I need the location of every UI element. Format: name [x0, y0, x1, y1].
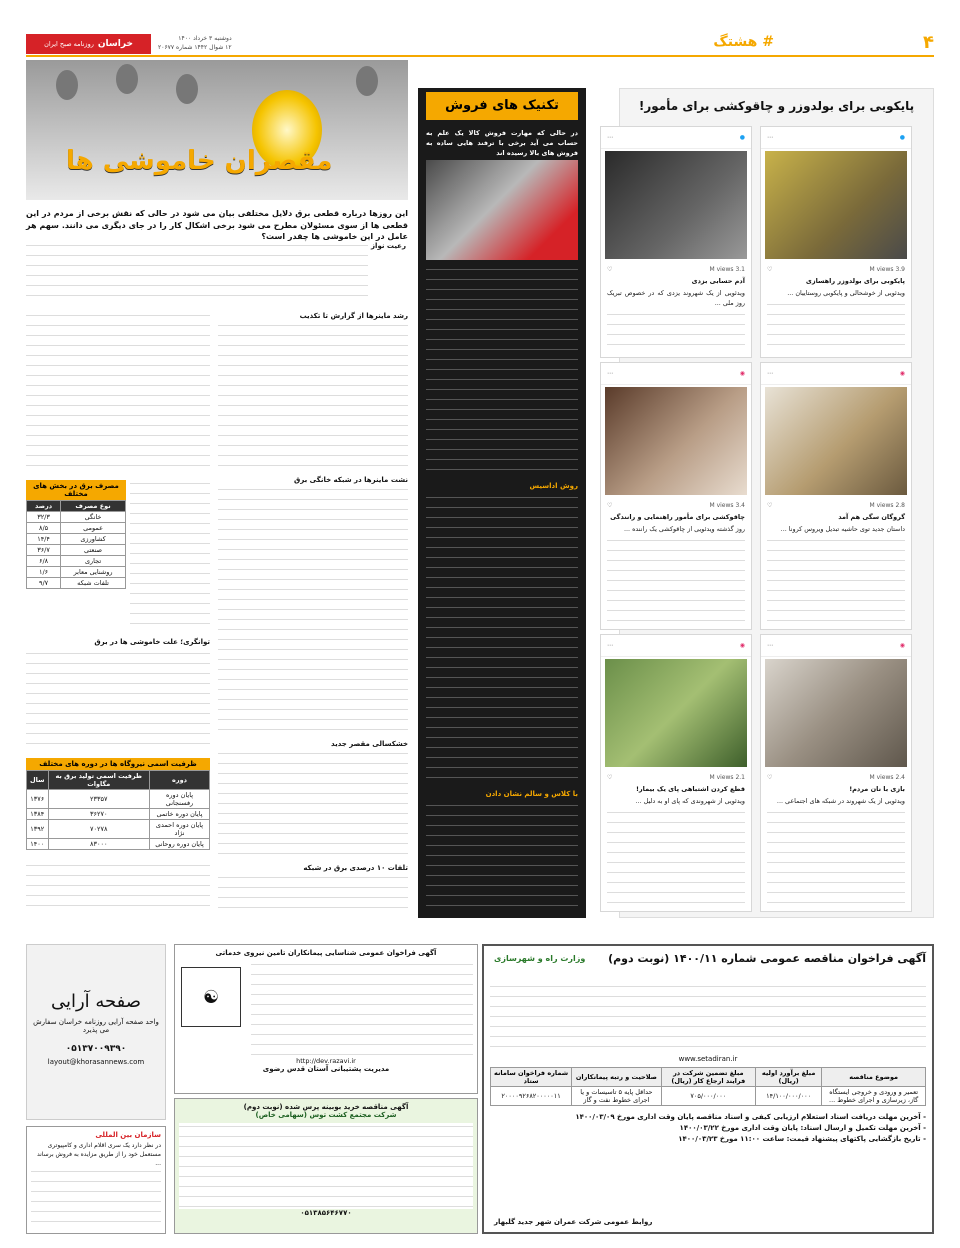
post-card-3[interactable] [600, 362, 752, 630]
consumption-row-cell: ۶/۸ [27, 556, 61, 567]
post-caption: پایکوبی برای بولدوزر راهسازی [805, 277, 905, 285]
post-text: ویدئویی از یک شهروند یزدی که در خصوص تبریک روز ملی ... [607, 289, 745, 353]
page-header [26, 30, 934, 56]
header-rule [26, 55, 934, 57]
heart-icon[interactable]: ♡ [767, 773, 773, 781]
instagram-icon: ◉ [739, 370, 745, 377]
post-card-4[interactable] [760, 362, 912, 630]
post-card-2[interactable] [760, 126, 912, 358]
layout-ad-text: واحد صفحه آرایی روزنامه خراسان سفارش می پذیرد [33, 1018, 159, 1034]
feature-hero [26, 60, 408, 200]
feature-byline: رعیت نواز [371, 242, 406, 250]
consumption-table [26, 480, 126, 589]
post-text: ویدئویی از شهروندی که پای او به دلیل ... [607, 797, 745, 907]
consumption-row-cell: ۸/۵ [27, 523, 61, 534]
sales-section [418, 88, 586, 918]
consumption-row-cell: تلفات شبکه [61, 578, 126, 589]
feature-body-1 [218, 322, 408, 472]
twitter-icon: ● [899, 134, 905, 141]
paper-name: روزنامه صبح ایران [44, 40, 94, 48]
capacity-header: ظرفیت اسمی تولید برق به مگاوات [48, 771, 150, 790]
heart-icon[interactable]: ♡ [767, 501, 773, 509]
consumption-header: نوع مصرف [61, 501, 126, 512]
astan-logo: ☯ [181, 967, 241, 1027]
tender-date-line: - آخرین مهلت دریافت اسناد استعلام ارزیابی کیفی و اسناد مناقصه پایان وقت اداری مورخ ۱۴۰۰/۰۳/۰۹ [575, 1113, 926, 1121]
post-card-6[interactable] [760, 634, 912, 912]
consumption-row-cell: خانگی [61, 512, 126, 523]
logo-box [26, 34, 151, 54]
consumption-row-cell: صنعتی [61, 545, 126, 556]
feature-lead: این روزها درباره قطعی برق دلایل مختلفی بیان می شود در حالی که نقش برخی از مردم در این قطعی ها از سوی مسئولان مطرح می شود برخی اشکال کار را در جای دیگری می دانند. سهم هر عامل در این خاموشی ها چقدر است؟ [26, 209, 408, 242]
section-label: # هشتگ [713, 34, 774, 50]
tender-header: موضوع مناقصه [822, 1068, 926, 1087]
tender-ministry: وزارت راه و شهرسازی [494, 954, 586, 963]
heart-icon[interactable]: ♡ [607, 773, 613, 781]
toos-company: شرکت مجتمع کشت توس (سهامی خاص) [255, 1111, 397, 1119]
capacity-row-cell: ۱۳۷۶ [27, 790, 49, 809]
heart-icon[interactable]: ♡ [607, 501, 613, 509]
lost-title: سازمان بین المللی [95, 1131, 161, 1139]
tender-header: مبلغ تضمین شرکت در فرایند ارجاع کار (ریال) [661, 1068, 755, 1087]
feature-body-2 [218, 486, 408, 736]
menu-dots-icon: ⋯ [767, 134, 773, 141]
post-image [605, 151, 747, 259]
feature-sub-1: رشد ماینرها از گزارش تا تکذیب [299, 312, 408, 320]
capacity-row-cell: پایان دوره روحانی [150, 839, 210, 850]
capacity-header: دوره [150, 771, 210, 790]
lost-ad [26, 1126, 166, 1234]
heart-icon[interactable]: ♡ [607, 265, 613, 273]
tender-header: شماره فراخوان سامانه ستاد [491, 1068, 572, 1087]
feature-col-right [218, 312, 408, 920]
consumption-row-cell: ۳۲/۳ [27, 512, 61, 523]
sales-sub-2: با کلاس و سالم نشان دادن [485, 790, 578, 798]
astan-footer: مدیریت پشتیبانی آستان قدس رضوی [262, 1065, 390, 1073]
capacity-row-cell: ۳۶۲۷۰ [48, 809, 150, 820]
feature-sub-2: نشت ماینرها در شبکه خانگی برق [293, 476, 408, 484]
post-views: 3.1 M views [709, 265, 745, 273]
post-caption: چاقوکشی برای مأمور راهنمایی و رانندگی [610, 513, 745, 521]
post-image [765, 151, 907, 259]
tender-header: صلاحیت و رتبه پیمانکاران [572, 1068, 661, 1087]
feature-body-side [130, 480, 210, 630]
toos-title: آگهی مناقصه خرید بوبینه پرس شده (نوبت دوم) [243, 1103, 409, 1111]
tender-cell: تعمیر و ورودی و خروجی ایستگاه گاز، زیرسازی و اجرای خطوط ... [822, 1087, 926, 1106]
lost-text: در نظر دارد یک سری اقلام اداری و کامپیوتری مستعمل خود را از طریق مزایده به فروش برساند ... [36, 1142, 161, 1167]
layout-ad-title: صفحه آرایی [50, 991, 142, 1012]
menu-dots-icon: ⋯ [607, 642, 613, 649]
capacity-table-title: ظرفیت اسمی نیروگاه ها در دوره های مختلف [26, 758, 210, 770]
post-card-1[interactable] [600, 126, 752, 358]
consumption-row-cell: تجاری [61, 556, 126, 567]
consumption-row-cell: ۳۶/۷ [27, 545, 61, 556]
toos-ad [174, 1098, 478, 1234]
capacity-row [27, 839, 210, 850]
consumption-row [27, 534, 126, 545]
consumption-row-cell: ۹/۷ [27, 578, 61, 589]
tender-ad [482, 944, 934, 1234]
consumption-row-cell: کشاورزی [61, 534, 126, 545]
instagram-icon: ◉ [899, 642, 905, 649]
astan-ad [174, 944, 478, 1094]
tender-footer: روابط عمومی شرکت عمران شهر جدید گلبهار [494, 1218, 653, 1226]
post-views: 3.9 M views [869, 265, 905, 273]
capacity-header: سال [27, 771, 49, 790]
sales-sub-1: روش اداسیس [529, 482, 578, 490]
astan-title: آگهی فراخوان عمومی شناسایی پیمانکاران تامین نیروی خدماتی [215, 949, 437, 957]
consumption-table-title: مصرف برق در بخش های مختلف [26, 480, 126, 500]
post-caption: گروگان سگی هم آمد [838, 513, 905, 521]
post-image [765, 387, 907, 495]
page-number: ۴ [923, 32, 934, 53]
social-title: پایکوبی برای بولدوزر و چاقوکشی برای مأمور! [638, 99, 915, 113]
post-text: ویدئویی از یک شهروند در شبکه های اجتماعی ... [767, 797, 905, 907]
menu-dots-icon: ⋯ [767, 642, 773, 649]
tender-table [490, 1067, 926, 1106]
logo-text: خراسان [97, 39, 133, 49]
toos-phone: ۰۵۱۳۸۵۶۴۶۷۷۰ [300, 1209, 352, 1217]
post-text: روز گذشته ویدئویی از چاقوکشی یک راننده ... [607, 525, 745, 625]
astan-site[interactable]: http://dev.razavi.ir [296, 1057, 356, 1065]
tender-date-line: - تاریخ بازگشایی پاکتهای پیشنهاد قیمت: ساعت ۱۱:۰۰ مورخ ۱۴۰۰/۰۳/۲۳ [678, 1135, 926, 1144]
date-line-1: دوشنبه ۳ خرداد ۱۴۰۰ [178, 35, 232, 42]
capacity-row-cell: ۷۰۲۷۸ [48, 820, 150, 839]
consumption-row-cell: عمومی [61, 523, 126, 534]
tender-cell: ۷۰۵/۰۰۰/۰۰۰ [661, 1087, 755, 1106]
feature-body-left [26, 312, 210, 472]
tender-dates [490, 1112, 926, 1146]
post-card-5[interactable] [600, 634, 752, 912]
bulb-icon [56, 70, 78, 100]
consumption-row-cell: ۱/۶ [27, 567, 61, 578]
feature-col-left [26, 312, 210, 920]
bulb-icon [176, 74, 198, 104]
feature-body-3 [26, 650, 210, 750]
sales-image [426, 160, 578, 260]
capacity-row-cell: ۱۳۹۲ [27, 820, 49, 839]
consumption-row [27, 556, 126, 567]
menu-dots-icon: ⋯ [767, 370, 773, 377]
tender-website[interactable]: www.setadiran.ir [678, 1055, 738, 1063]
post-image [765, 659, 907, 767]
consumption-row [27, 512, 126, 523]
sales-body-3 [426, 802, 578, 912]
twitter-icon: ● [739, 134, 745, 141]
feature-sub-3: توانگری؛ علت خاموشی ها در برق [94, 638, 210, 646]
consumption-row [27, 578, 126, 589]
capacity-row [27, 809, 210, 820]
tender-header: مبلغ برآورد اولیه (ریال) [755, 1068, 821, 1087]
sales-body-1 [426, 266, 578, 476]
lost-body [31, 1168, 161, 1224]
capacity-row-cell: ۸۳۰۰۰ [48, 839, 150, 850]
heart-icon[interactable]: ♡ [767, 265, 773, 273]
tender-cell: ۲۰۰۰۰۹۲۶۸۲۰۰۰۰۰۱۱ [491, 1087, 572, 1106]
post-views: 2.4 M views [869, 773, 905, 781]
capacity-row [27, 820, 210, 839]
consumption-row [27, 567, 126, 578]
date-line [158, 34, 232, 52]
consumption-row-cell: روشنایی معابر [61, 567, 126, 578]
layout-ad-phone: ۰۵۱۳۷۰۰۹۳۹۰ [65, 1044, 127, 1054]
tender-title: آگهی فراخوان مناقصه عمومی شماره ۱۴۰۰/۱۱ (نوبت دوم) [608, 952, 926, 965]
menu-dots-icon: ⋯ [607, 370, 613, 377]
sales-title: تکنیک های فروش [426, 92, 578, 120]
sales-body-2 [426, 494, 578, 784]
bulb-icon [116, 64, 138, 94]
layout-ad-email[interactable]: layout@khorasannews.com [47, 1058, 145, 1066]
feature-body-5 [218, 874, 408, 914]
capacity-table [26, 758, 210, 850]
tender-cell: حداقل پایه ۵ تاسیسات و یا اجرای خطوط نفت و گاز [572, 1087, 661, 1106]
toos-body [179, 1123, 473, 1209]
feature-sub-5: تلفات ۱۰ درصدی برق در شبکه [303, 864, 408, 872]
capacity-row-cell: ۱۴۰۰ [27, 839, 49, 850]
astan-body [251, 961, 473, 1057]
consumption-row [27, 545, 126, 556]
post-views: 2.8 M views [869, 501, 905, 509]
capacity-row-cell: پایان دوره رفسنجانی [150, 790, 210, 809]
post-caption: بازی با نان مردم! [849, 785, 905, 793]
post-views: 2.1 M views [709, 773, 745, 781]
post-image [605, 387, 747, 495]
post-text: داستان جدید توی حاشیه تبدیل ویروس کرونا ... [767, 525, 905, 625]
tender-body [490, 983, 926, 1053]
feature-sub-4: خشکسالی مقصر جدید [331, 740, 408, 748]
capacity-row [27, 790, 210, 809]
bulb-icon [356, 66, 378, 96]
tender-date-line: - آخرین مهلت تکمیل و ارسال اسناد: پایان وقت اداری مورخ ۱۴۰۰/۰۳/۲۲ [679, 1124, 926, 1133]
menu-dots-icon: ⋯ [607, 134, 613, 141]
feature-body-4 [218, 750, 408, 860]
feature-intro-body [26, 242, 368, 302]
post-text: ویدئویی از خوشحالی و پایکوبی روستاییان ... [767, 289, 905, 353]
date-line-2: ۱۲ شوال ۱۴۴۲ شماره ۲۰۶۷۷ [158, 44, 232, 51]
post-views: 3.4 M views [709, 501, 745, 509]
capacity-row-cell: ۱۳۸۴ [27, 809, 49, 820]
sales-intro: در حالی که مهارت فروش کالا یک علم به حساب می آید برخی با ترفند هایی ساده به فروش های بالا رسیده اند [426, 129, 578, 158]
post-caption: آدم حسابی بزدی [691, 277, 745, 285]
layout-ad [26, 944, 166, 1120]
consumption-header: درصد [27, 501, 61, 512]
capacity-row-cell: پایان دوره احمدی نژاد [150, 820, 210, 839]
feature-title: مقصران خاموشی ها [66, 146, 333, 176]
consumption-row [27, 523, 126, 534]
capacity-row-cell: ۲۳۳۵۷ [48, 790, 150, 809]
instagram-icon: ◉ [739, 642, 745, 649]
post-caption: قطع کردن اشتباهی پای یک بیمار! [635, 785, 745, 793]
consumption-row-cell: ۱۴/۴ [27, 534, 61, 545]
capacity-row-cell: پایان دوره خاتمی [150, 809, 210, 820]
instagram-icon: ◉ [899, 370, 905, 377]
feature-body-end [26, 862, 210, 912]
post-image [605, 659, 747, 767]
tender-cell: ۱۴/۱۰۰/۰۰۰/۰۰۰ [755, 1087, 821, 1106]
